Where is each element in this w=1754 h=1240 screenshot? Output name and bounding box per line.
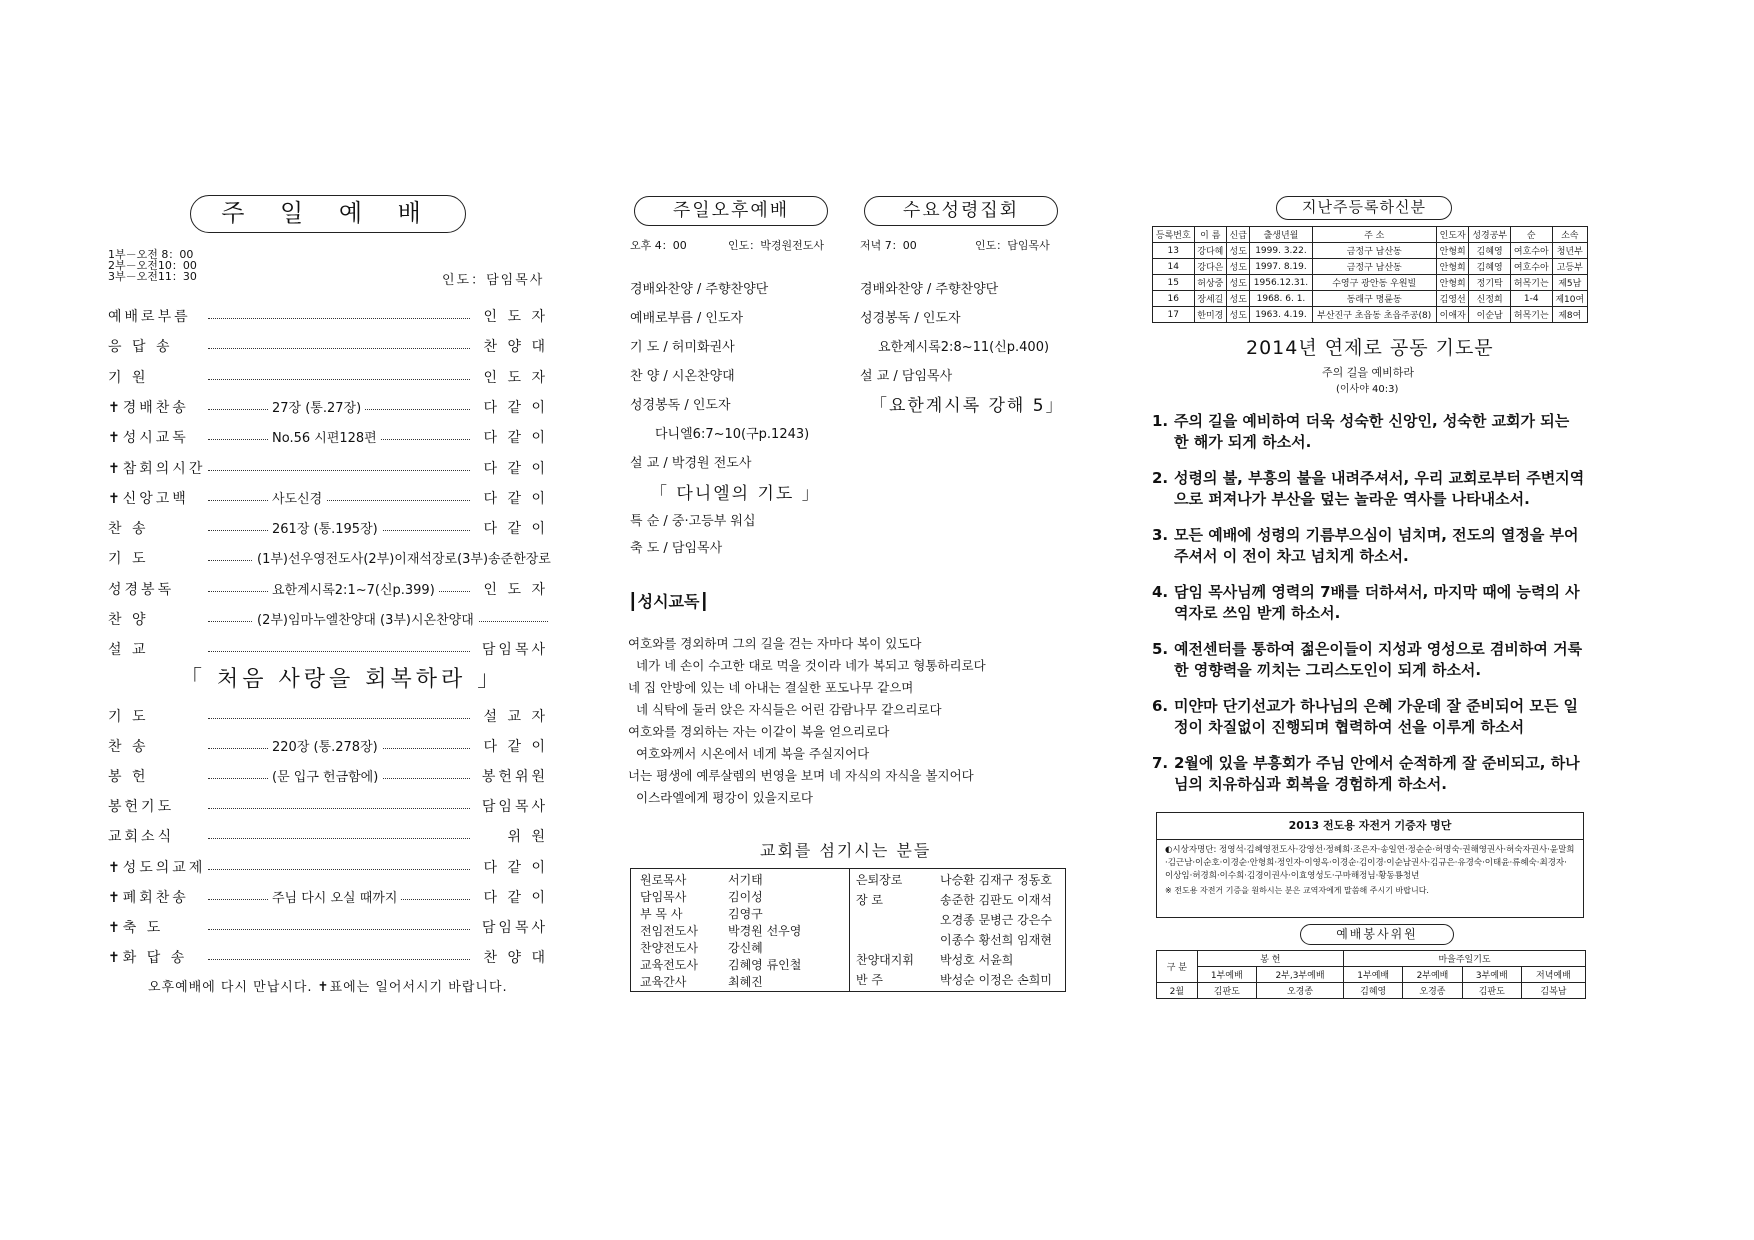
staff-name: 나승환 김재구 정동호 [940, 873, 1052, 887]
table-cell: 구 분 [1157, 951, 1198, 983]
prayer-reference: (이사야 40:3) [1336, 384, 1399, 395]
donors-title: 2013 전도용 자전거 기증자 명단 [1288, 819, 1452, 832]
table-cell: 2부예배 [1403, 967, 1462, 983]
table-cell: 1부예배 [1197, 967, 1256, 983]
worship-row [108, 887, 548, 909]
service-title: 예배봉사위원 [1300, 924, 1454, 945]
leader-dots [208, 651, 470, 652]
table-cell: 신정희 [1469, 291, 1511, 307]
table-cell: 성도 [1227, 307, 1250, 323]
prayer-text: 미얀마 단기선교가 하나님의 은혜 가운데 잘 준비되어 모든 일정이 차질없이 진행되며 협력하여 선을 이루게 하소서 [1174, 697, 1579, 736]
worship-row-label: ✝화 답 송 [108, 949, 188, 966]
prayer-text: 2월에 있을 부흥회가 주님 안에서 순적하게 잘 준비되고, 하나님의 치유하심과 회복을 경험하게 하소서. [1174, 754, 1580, 793]
donors-box [1156, 812, 1584, 918]
worship-row-label: ✝신앙고백 [108, 490, 189, 507]
table-cell: 안형희 [1436, 243, 1468, 259]
table-cell: 한미경 [1194, 307, 1226, 323]
reading-line: 여호와를 경외하며 그의 길을 걷는 자마다 복이 있도다 [628, 636, 922, 651]
worship-row-detail: 220장 (통.278장) [268, 736, 382, 755]
worship-row-label: ✝성시교독 [108, 430, 189, 447]
worship-row [108, 367, 548, 389]
worship-row [108, 917, 548, 939]
worship-row [108, 639, 548, 661]
staff-name: 최혜진 [728, 975, 763, 989]
prayer-item [1152, 753, 1586, 795]
wednesday-sermon-title: 「요한계시록 강해 5」 [870, 396, 1065, 416]
staff-role: 장 로 [856, 893, 883, 907]
table-cell: 김혜영 [1469, 259, 1511, 275]
sermon-title: 「 처음 사랑을 회복하라 」 [180, 667, 504, 692]
prayer-item [1152, 468, 1586, 510]
worship-row-role: 담임목사 [481, 642, 548, 659]
table-row [1153, 291, 1588, 307]
wednesday-item: 경배와찬양 / 주향찬양단 [860, 282, 999, 297]
afternoon-item: 찬 양 / 시온찬양대 [630, 369, 735, 384]
staff-role: 원로목사 [640, 873, 687, 887]
wednesday-time: 저녁 7：00 [860, 239, 917, 252]
table-cell: 오경종 [1256, 983, 1343, 999]
staff-name: 박성순 이정은 손희미 [940, 973, 1052, 987]
leader-dots [208, 500, 470, 501]
worship-row-label: 기 도 [108, 551, 149, 568]
worship-row-detail: (문 입구 헌금함에) [268, 766, 382, 785]
time-1: 1부－오전 8：00 [108, 248, 194, 261]
staff-role: 교육간사 [640, 975, 687, 989]
prayer-text: 주의 길을 예비하여 더욱 성숙한 신앙인, 성숙한 교회가 되는 한 해가 되게 하소서. [1174, 412, 1570, 451]
worship-row [108, 579, 548, 601]
table-cell: 김복남 [1521, 983, 1585, 999]
worship-row [108, 518, 548, 540]
staff-role: 은퇴장로 [856, 873, 903, 887]
worship-row-role: 다 같 이 [483, 739, 548, 756]
worship-row [108, 826, 548, 848]
table-cell: 김판도 [1462, 983, 1521, 999]
reading-line: 이스라엘에게 평강이 있을지로다 [636, 790, 813, 805]
col-header: 인도자 [1436, 227, 1468, 243]
col-header: 주 소 [1312, 227, 1436, 243]
table-cell: 여호수아 [1511, 243, 1553, 259]
worship-row-label: 교회소식 [108, 829, 175, 846]
table-cell: 마을주일기도 [1344, 951, 1586, 967]
table-cell: 14 [1153, 259, 1195, 275]
table-cell: 금정구 남산동 [1312, 243, 1436, 259]
prayer-number: 3. [1152, 526, 1169, 544]
worship-row-label: 기 원 [108, 369, 149, 386]
reading-line: 너는 평생에 예루살렘의 번영을 보며 네 자식의 자식을 볼지어다 [628, 768, 974, 783]
worship-row-label: ✝축 도 [108, 919, 164, 936]
worship-row-role: 담임목사 [481, 919, 548, 936]
table-cell: 이순남 [1469, 307, 1511, 323]
prayer-item [1152, 411, 1586, 453]
afternoon-leader: 인도：박경원전도사 [728, 239, 825, 252]
prayer-item [1152, 696, 1586, 738]
table-cell: 여호수아 [1511, 259, 1553, 275]
table-cell: 수영구 광안동 우원빌 [1312, 275, 1436, 291]
table-row [1153, 243, 1588, 259]
table-cell: 동래구 명륜동 [1312, 291, 1436, 307]
worship-row [108, 488, 548, 510]
staff-name: 서기태 [728, 873, 763, 887]
worship-row-role: 다 같 이 [483, 430, 548, 447]
table-cell: 허목기는 [1511, 307, 1553, 323]
staff-role: 부 목 사 [640, 907, 683, 921]
afternoon-item: 설 교 / 박경원 전도사 [630, 456, 752, 471]
worship-row-role: 담임목사 [481, 799, 548, 816]
table-cell: 제8여 [1552, 307, 1587, 323]
table-cell: 장세길 [1194, 291, 1226, 307]
table-cell: 안형희 [1436, 275, 1468, 291]
table-row [1153, 307, 1588, 323]
donors-note: ※ 전도용 자전거 기증을 원하시는 분은 교역자에게 말씀해 주시기 바랍니다. [1165, 886, 1429, 895]
table-row [1157, 983, 1586, 999]
worship-row-label: ✝경배찬송 [108, 399, 189, 416]
worship-row [108, 397, 548, 419]
worship-row-role: 다 같 이 [483, 521, 548, 538]
worship-row-detail: (2부)임마누엘찬양대 (3부)시온찬양대 [253, 609, 478, 628]
staff-name: 김혜영 류인철 [728, 958, 802, 972]
table-cell: 제5남 [1552, 275, 1587, 291]
reading-line: 네 식탁에 둘러 앉은 자식들은 어린 감람나무 같으리로다 [636, 702, 942, 717]
worship-row-detail: 27장 (통.27장) [268, 397, 365, 416]
prayer-number: 1. [1152, 412, 1169, 430]
worship-row-label: 찬 송 [108, 739, 149, 756]
reading-line: 네가 네 손이 수고한 대로 먹을 것이라 네가 복되고 형통하리로다 [636, 658, 986, 673]
worship-row [108, 548, 551, 570]
table-cell: 15 [1153, 275, 1195, 291]
table-cell: 청년부 [1552, 243, 1587, 259]
table-header-row [1153, 227, 1588, 243]
staff-name: 박경원 선우영 [728, 924, 802, 938]
table-cell: 정기탁 [1469, 275, 1511, 291]
staff-name: 송준한 김판도 이재석 [940, 893, 1052, 907]
prayer-text: 모든 예배에 성령의 기름부으심이 넘치며, 전도의 열정을 부어주셔서 이 전이 차고 넘치게 하소서. [1174, 526, 1579, 565]
registered-title: 지난주등록하신분 [1276, 196, 1452, 220]
prayer-number: 5. [1152, 640, 1169, 658]
table-cell: 성도 [1227, 275, 1250, 291]
worship-row-label: 예배로부름 [108, 309, 191, 325]
table-cell: 저녁예배 [1521, 967, 1585, 983]
table-cell: 부산진구 초읍동 초읍주공(8) [1312, 307, 1436, 323]
prayer-number: 6. [1152, 697, 1169, 715]
worship-row [108, 609, 548, 631]
table-cell: 허상중 [1194, 275, 1226, 291]
staff-role: 찬양전도사 [640, 941, 698, 955]
worship-row-role: 인 도 자 [483, 369, 548, 386]
worship-row-role: 설 교 자 [483, 709, 548, 725]
col-header: 성경공부 [1469, 227, 1511, 243]
col-header: 신급 [1227, 227, 1250, 243]
table-cell: 1956.12.31. [1250, 275, 1312, 291]
time-3: 3부－오전11：30 [108, 270, 197, 283]
table-cell: 성도 [1227, 291, 1250, 307]
prayer-number: 4. [1152, 583, 1169, 601]
leader-dots [208, 808, 470, 809]
afternoon-item: 예배로부름 / 인도자 [630, 311, 744, 326]
service-times [108, 249, 197, 282]
worship-row-role: 다 같 이 [483, 859, 548, 876]
col-header: 순 [1511, 227, 1553, 243]
donors-list: ◐시상자명단: 정영석·김혜영전도사·강영선·정혜희·조은자·송일연·정순순·허명숙·권해영권사·허숙자권사·윤말희·김근남·이순호·이경순·안형희·정인자·이영옥·이경순·김이경·이순남권사·김규은·유경숙·이태윤·류혜숙·최경자·이상임·허경희·이수희·김경이권사·이효영성도·구마해정님·황동룡청년 [1165, 845, 1575, 881]
worship-row-role: 위 원 [507, 829, 548, 846]
worship-row [108, 857, 548, 879]
table-cell: 13 [1153, 243, 1195, 259]
table-cell: 김영선 [1436, 291, 1468, 307]
worship-row-label: 설 교 [108, 642, 149, 659]
worship-row-label: 응 답 송 [108, 339, 173, 356]
table-cell: 금정구 남산동 [1312, 259, 1436, 275]
staff-role: 찬양대지휘 [856, 953, 914, 967]
worship-row [108, 947, 548, 969]
prayer-subtitle: 주의 길을 예비하라 [1322, 366, 1415, 379]
col-header: 소속 [1552, 227, 1587, 243]
table-cell: 김혜영 [1469, 243, 1511, 259]
wednesday-item: 성경봉독 / 인도자 [860, 311, 961, 326]
reading-title: ┃성시교독┃ [628, 592, 710, 611]
worship-row-role: 인 도 자 [483, 581, 548, 598]
prayer-item [1152, 525, 1586, 567]
staff-name: 강신혜 [728, 941, 763, 955]
table-cell: 성도 [1227, 259, 1250, 275]
worship-row [108, 766, 548, 788]
worship-row-role: 다 같 이 [483, 460, 548, 477]
leader-dots [208, 869, 470, 870]
col-header: 이 름 [1194, 227, 1226, 243]
worship-row-label: 봉 헌 [108, 769, 149, 786]
table-cell: 오경종 [1403, 983, 1462, 999]
table-cell: 1963. 4.19. [1250, 307, 1312, 323]
prayer-item [1152, 639, 1586, 681]
worship-row-detail: No.56 시편128편 [268, 427, 381, 446]
wednesday-leader: 인도：담임목사 [975, 239, 1050, 252]
leader-dots [208, 348, 470, 349]
staff-role: 담임목사 [640, 890, 687, 904]
worship-row-detail: 주님 다시 오실 때까지 [268, 887, 401, 906]
worship-row [108, 796, 548, 818]
wednesday-scripture: 요한계시록2:8~11(신p.400) [878, 340, 1050, 355]
worship-row-label: 기 도 [108, 709, 149, 725]
leader-dots [208, 318, 470, 319]
worship-row [108, 458, 548, 480]
service-table [1156, 950, 1586, 999]
wednesday-item: 설 교 / 담임목사 [860, 369, 953, 384]
wednesday-title: 수요성령집회 [864, 196, 1058, 226]
worship-row [108, 306, 548, 328]
time-2: 2부－오전10：00 [108, 259, 197, 272]
prayer-number: 2. [1152, 469, 1169, 487]
worship-row [108, 427, 548, 449]
table-cell: 1968. 6. 1. [1250, 291, 1312, 307]
afternoon-scripture: 다니엘6:7~10(구p.1243) [655, 427, 810, 442]
staff-title: 교회를 섬기시는 분들 [760, 841, 932, 860]
staff-name: 김이성 [728, 890, 763, 904]
worship-row-label: ✝참회의시간 [108, 460, 206, 477]
worship-row-detail: 사도신경 [268, 488, 326, 507]
table-cell: 강다혜 [1194, 243, 1226, 259]
afternoon-item: 특 순 / 중·고등부 워십 [630, 514, 756, 529]
table-cell: 안형희 [1436, 259, 1468, 275]
worship-row-role: 봉헌위원 [481, 769, 548, 786]
table-cell: 16 [1153, 291, 1195, 307]
prayer-number: 7. [1152, 754, 1169, 772]
worship-row-detail: (1부)선우영전도사(2부)이재석장로(3부)송준한장로 [253, 548, 555, 567]
worship-row-detail: 요한계시록2:1~7(신p.399) [268, 579, 439, 598]
staff-name: 이종수 황선희 임재현 [940, 933, 1052, 947]
worship-row [108, 736, 548, 758]
staff-role: 전임전도사 [640, 924, 698, 938]
reading-line: 여호와께서 시온에서 네게 복을 주실지어다 [636, 746, 870, 761]
table-cell: 봉 헌 [1197, 951, 1343, 967]
col-header: 등록번호 [1153, 227, 1195, 243]
table-cell: 17 [1153, 307, 1195, 323]
col-header: 출생년월 [1250, 227, 1312, 243]
sunday-footer: 오후예배에 다시 만납시다. ✝표에는 일어서시기 바랍니다. [148, 980, 508, 995]
sunday-leader: 인도：담임목사 [442, 273, 545, 288]
worship-row-label: 찬 양 [108, 612, 149, 628]
table-cell: 김혜영 [1344, 983, 1403, 999]
worship-row-label: 봉헌기도 [108, 799, 175, 816]
table-cell: 강다은 [1194, 259, 1226, 275]
worship-row-role: 다 같 이 [483, 490, 548, 507]
worship-row-role: 다 같 이 [483, 889, 548, 906]
table-cell: 1997. 8.19. [1250, 259, 1312, 275]
table-row [1157, 967, 1586, 983]
worship-row-role: 찬 양 대 [483, 339, 548, 356]
reading-line: 네 집 안방에 있는 네 아내는 결실한 포도나무 같으며 [628, 680, 914, 695]
table-cell: 이애자 [1436, 307, 1468, 323]
table-cell: 김판도 [1197, 983, 1256, 999]
prayer-title: 2014년 연제로 공동 기도문 [1246, 337, 1494, 359]
worship-row-role: 다 같 이 [483, 399, 548, 416]
staff-divider [849, 869, 850, 991]
reading-line: 여호와를 경외하는 자는 이같이 복을 얻으리로다 [628, 724, 890, 739]
table-cell: 1999. 3.22. [1250, 243, 1312, 259]
leader-dots [208, 379, 470, 380]
table-cell: 1-4 [1511, 291, 1553, 307]
worship-row [108, 706, 548, 728]
prayer-text: 담임 목사님께 영력의 7배를 더하셔서, 마지막 때에 능력의 사역자로 쓰임 받게 하소서. [1174, 583, 1580, 622]
staff-name: 오경종 문병근 강은수 [940, 913, 1052, 927]
staff-name: 김영구 [728, 907, 763, 921]
leader-dots [208, 959, 470, 960]
prayer-item [1152, 582, 1586, 624]
table-cell: 2부,3부예배 [1256, 967, 1343, 983]
table-cell: 성도 [1227, 243, 1250, 259]
staff-role: 교육전도사 [640, 958, 698, 972]
worship-row-role: 찬 양 대 [483, 949, 548, 966]
worship-row-label: 찬 송 [108, 521, 149, 538]
prayer-text: 예전센터를 통하여 젊은이들이 지성과 영성으로 겸비하여 거룩한 영향력을 끼치는 그리스도인이 되게 하소서. [1174, 640, 1583, 679]
staff-role: 반 주 [856, 973, 883, 987]
sunday-title: 주 일 예 배 [190, 195, 466, 233]
table-cell: 2월 [1157, 983, 1198, 999]
prayer-text: 성령의 불, 부흥의 불을 내려주셔서, 우리 교회로부터 주변지역으로 퍼져나가 부산을 덮는 놀라운 역사를 나타내소서. [1174, 469, 1585, 508]
table-row [1153, 275, 1588, 291]
worship-row-label: ✝폐회찬송 [108, 889, 189, 906]
worship-row-detail: 261장 (통.195장) [268, 518, 382, 537]
afternoon-title: 주일오후예배 [634, 196, 828, 226]
table-cell: 제10여 [1552, 291, 1587, 307]
leader-dots [208, 470, 470, 471]
table-row [1157, 951, 1586, 967]
afternoon-time: 오후 4：00 [630, 239, 687, 252]
leader-dots [208, 929, 470, 930]
worship-row-role: 인 도 자 [483, 309, 548, 325]
table-cell: 1부예배 [1344, 967, 1403, 983]
afternoon-item: 성경봉독 / 인도자 [630, 398, 731, 413]
table-cell: 3부예배 [1462, 967, 1521, 983]
table-cell: 고등부 [1552, 259, 1587, 275]
table-row [1153, 259, 1588, 275]
staff-name: 박성호 서윤희 [940, 953, 1014, 967]
afternoon-item: 축 도 / 담임목사 [630, 541, 723, 556]
afternoon-item: 경배와찬양 / 주향찬양단 [630, 282, 769, 297]
worship-row-label: ✝성도의교제 [108, 859, 206, 876]
worship-row-label: 성경봉독 [108, 581, 175, 598]
table-cell: 허목기는 [1511, 275, 1553, 291]
afternoon-item: 기 도 / 허미화권사 [630, 340, 735, 355]
leader-dots [208, 838, 470, 839]
leader-dots [208, 718, 470, 719]
registered-table [1152, 226, 1588, 323]
worship-row [108, 336, 548, 358]
afternoon-sermon-title: 「 다니엘의 기도 」 [650, 484, 821, 504]
